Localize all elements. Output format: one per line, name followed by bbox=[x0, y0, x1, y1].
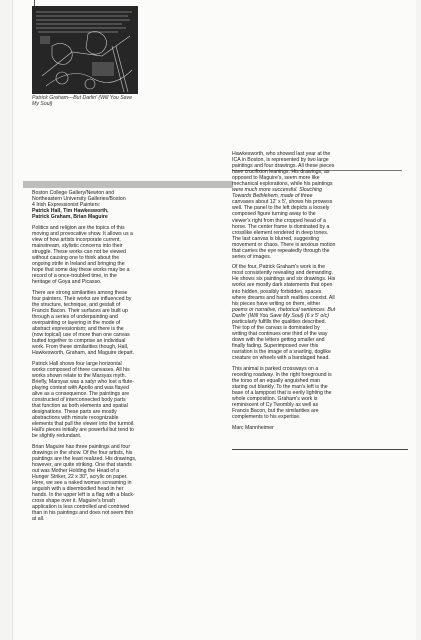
article-text-line: view of how artists incorporate current, bbox=[32, 236, 121, 243]
article-text-line: series of images. bbox=[232, 253, 272, 260]
left-article-column bbox=[32, 190, 232, 522]
article-text-line: Marc Mannheimer bbox=[232, 424, 274, 431]
article-text-line: hope that some day these works may be a bbox=[32, 267, 130, 274]
article-text-line: works shown relate to the Marsyas myth. bbox=[32, 372, 126, 379]
article-text-line: Hunger Striker, 22 x 30", acrylic on paper. bbox=[32, 474, 128, 481]
article-text-line: base of a lamppost that is eerily lighting the bbox=[232, 389, 332, 396]
article-text-line: Briefly, Marsyas was a satyr who lost a flute- bbox=[32, 378, 134, 385]
article-text-line: record of a once-troubled time, in the bbox=[32, 273, 117, 280]
article-text-line: ongoing strife in Ireland and bringing the bbox=[32, 261, 125, 268]
artwork-illustration bbox=[32, 6, 138, 94]
article-text-line: ICA in Boston, is represented by two large bbox=[232, 157, 329, 164]
caption-line: My Soul) bbox=[32, 101, 53, 108]
article-text-line: horse. The center frame is dominated by a bbox=[232, 223, 330, 230]
right-article-column bbox=[232, 151, 412, 431]
article-text-line: into hidden, possibly forbidden, spaces bbox=[232, 288, 322, 295]
article-text-line: down with the letters getting smaller and bbox=[232, 336, 325, 343]
caption-line: Patrick Graham—But Darlin' (Will You Save bbox=[32, 95, 133, 101]
article-text-line: cross shape over it. Maguire's brush bbox=[32, 498, 116, 505]
article-text-line: Patrick Graham, Brian Maguire bbox=[32, 214, 108, 221]
article-text-line: most consistently revealing and demanding. bbox=[232, 270, 333, 277]
article-text-line: the structure, technique, and gestalt of bbox=[32, 301, 121, 308]
article-text-line: were much more successful. Slouching bbox=[232, 187, 322, 194]
article-text-line: receding roadway. In the right foreground is bbox=[232, 371, 332, 378]
article-text-line: viewer's right from the cropped head of a bbox=[232, 217, 326, 224]
article-text-line: Darlin' (Will You Save My Soul) (6 x 5' o/c) bbox=[232, 312, 329, 319]
article-text-line: at all. bbox=[32, 516, 45, 523]
article-text-line: constructed of interconnected body parts bbox=[32, 397, 126, 403]
article-text-line: works are mostly dark statements that open bbox=[232, 282, 333, 289]
article-text-line: He shows six paintings and six drawings. His bbox=[232, 276, 336, 283]
article-text-line: paintings and four drawings. All these pieces bbox=[232, 163, 335, 170]
article-text-line: particularly fulfills the qualities described. bbox=[232, 318, 326, 325]
article-text-line: This animal is parked crossways on a bbox=[232, 365, 319, 372]
article-text-line: Patrick Hall, Tim Hawkesworth, bbox=[32, 208, 109, 215]
article-text-line: Northeastern University Galleries/Boston bbox=[32, 196, 126, 203]
article-text-line: canvases about 12' x 5', shows his prowess bbox=[232, 199, 333, 206]
article-text-line: reminiscent of Cy Twombly as well as bbox=[232, 401, 319, 408]
article-text-line: be slightly redundant. bbox=[32, 433, 82, 440]
article-text-line: moving and provocative show. It allows us a bbox=[32, 230, 133, 237]
article-text-line: overpainting or layering in the mode of bbox=[32, 319, 121, 326]
article-text-line: poems or narrative, rhetorical sentences. But bbox=[232, 306, 336, 313]
article-text-line: designations. These parts are mostly bbox=[32, 409, 117, 416]
article-text-line: struggle. These works can not be viewed bbox=[32, 248, 126, 255]
article-text-line: work. From these similarities though, Hall, bbox=[32, 344, 129, 351]
article-text-line: Brian Maguire has three paintings and four bbox=[32, 443, 131, 450]
article-text-line: 4 Irish Expressionist Painters: bbox=[32, 202, 101, 209]
article-text-line: complements to his expertise. bbox=[232, 413, 301, 420]
article-text-line: movement or chaos. There is anxious motion bbox=[232, 241, 336, 248]
article-text-line: that function as both elements and spatial bbox=[32, 403, 128, 410]
column-rule bbox=[232, 449, 408, 450]
article-text-line: application is less controlled and contrived bbox=[32, 504, 130, 511]
article-text-line: where dreams and harsh realities coexist. All bbox=[232, 294, 335, 301]
article-text-line: drawings in the show. Of the four artists, his bbox=[32, 449, 133, 456]
article-text-line: well. The panel to the left depicts a loosely bbox=[232, 205, 330, 212]
article-text-line: mechanical explorations, while his paintings bbox=[232, 181, 333, 188]
article-text-line: abstract expressionism; and there is the bbox=[32, 325, 124, 332]
article-text-line: four painters. Their works are influenced by bbox=[32, 295, 132, 302]
article-text-line: have crucifixion leanings. His drawings, as bbox=[232, 169, 330, 176]
article-text-line: creature on wheels with a bandaged head. bbox=[232, 355, 330, 362]
article-text-line: finally fading. Superimposed over this bbox=[232, 342, 319, 349]
article-text-line: out was Mother Holding the Head of a bbox=[32, 468, 120, 475]
artwork-caption bbox=[32, 95, 162, 108]
article-text-line: butted together to comprise an individual bbox=[32, 338, 126, 345]
article-text-line: Francis Bacon. Their surfaces are built up bbox=[32, 307, 128, 314]
article-text-line: Here, we see a naked woman screaming in bbox=[32, 480, 132, 487]
article-text-line: Hawkesworth, who showed last year at the bbox=[232, 151, 331, 157]
article-text-line: abstractions with minute recognizable bbox=[32, 415, 119, 422]
article-text-line: heritage of Goya and Picasso. bbox=[32, 279, 102, 286]
article-text-line: crosslike element rendered in deep tones. bbox=[232, 229, 329, 236]
article-text-line: opposed to Maguire's, seem more like bbox=[232, 175, 320, 182]
article-text-line: whole composition. Graham's work is bbox=[232, 395, 318, 402]
article-text-line: works composed of three canvases. All his bbox=[32, 366, 130, 373]
article-text-line: Of the four, Patrick Graham's work is the bbox=[232, 264, 325, 271]
article-text-line: composed figure turning away to the bbox=[232, 211, 316, 218]
article-text-line: hands. In the upper left is a flag with a black- bbox=[32, 492, 135, 499]
article-text-line: The last canvas is blurred, suggesting bbox=[232, 235, 320, 242]
article-text-line: without causing one to think about the bbox=[32, 254, 120, 261]
article-text-line: however, are quite striking. One that stands bbox=[32, 461, 132, 468]
article-text-line: that carries the eye repeatedly through the bbox=[232, 247, 330, 254]
article-text-line: anguish with a disembodied head in her bbox=[32, 486, 124, 493]
article-text-line: Politics and religion are the topics of this bbox=[32, 224, 125, 231]
article-text-line: Towards Bethlehem, made of three bbox=[232, 193, 313, 200]
article-text-line: mainstream, stylistic concerns into their bbox=[32, 242, 123, 249]
article-text-line: playing contest with Apollo and was flayed bbox=[32, 384, 129, 391]
article-text-line: staring out blankly. To the man's left is the bbox=[232, 383, 328, 390]
article-text-line: narration is the image of a snarling, doglike bbox=[232, 349, 331, 355]
section-divider-bar bbox=[23, 181, 233, 188]
article-text-line: elements that pull the viewer into the turmoil. bbox=[32, 421, 135, 428]
article-text-line: Hawkesworth, Graham, and Maguire depart. bbox=[32, 350, 135, 357]
article-text-line: The top of the canvas is dominated by bbox=[232, 324, 320, 331]
article-text-line: than in his paintings and does not seem thin bbox=[32, 510, 134, 517]
article-text-line: alive as a consequence. The paintings are bbox=[32, 390, 130, 397]
article-text-line: through a series of underpainting and bbox=[32, 313, 118, 320]
article-text-line: There are strong similarities among these bbox=[32, 289, 128, 296]
artwork-image bbox=[32, 6, 138, 94]
article-text-line: (now topical) use of more than one canvas bbox=[32, 332, 130, 339]
article-text-line: writing that continues one third of the way bbox=[232, 330, 328, 337]
article-text-line: Hall's pieces initially are powerful but tend to bbox=[32, 427, 134, 434]
article-text-line: Patrick Hall shows four large horizontal bbox=[32, 360, 122, 367]
article-text-line: Francis Bacon, but the similarities are bbox=[232, 407, 319, 414]
article-text-line: his pieces have writing on them, either bbox=[232, 300, 321, 307]
article-text-line: Boston College Gallery/Newton and bbox=[32, 190, 115, 196]
article-text-line: the torso of an equally anguished man bbox=[232, 377, 320, 384]
article-text-line: paintings are the least realized. His drawings, bbox=[32, 455, 137, 462]
